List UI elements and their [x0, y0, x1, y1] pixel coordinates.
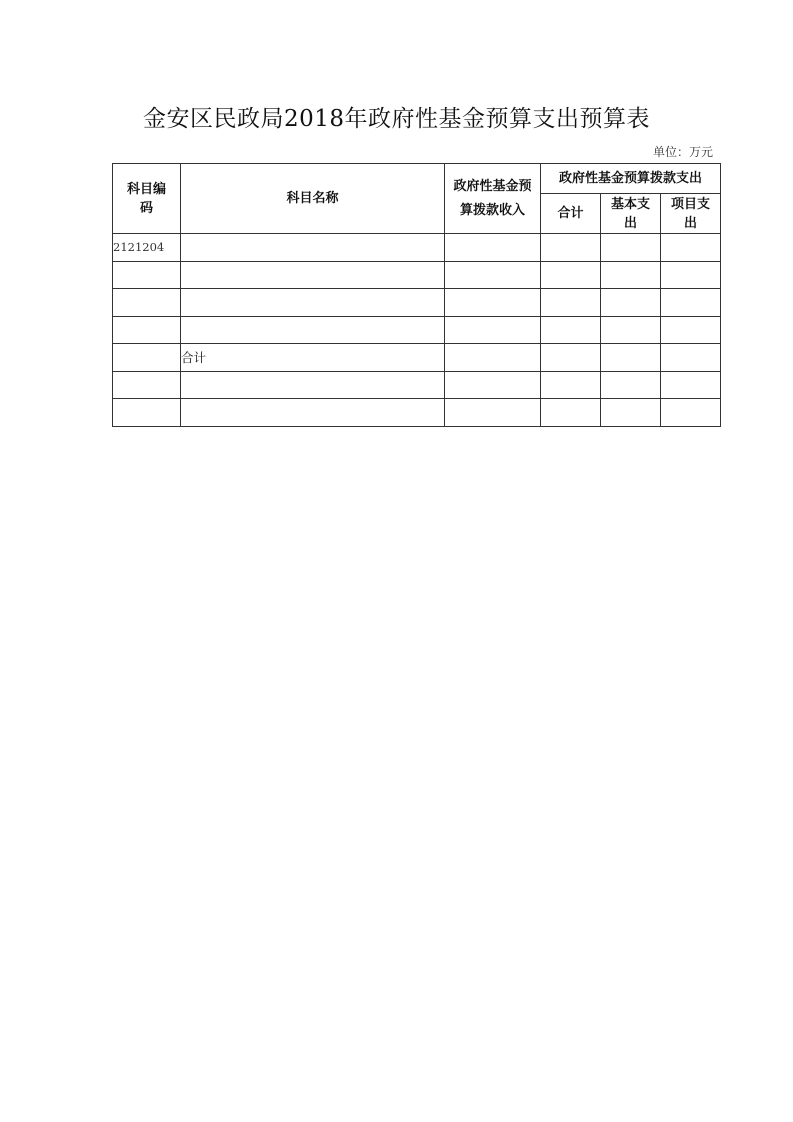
row-income: [445, 289, 541, 317]
row-project: [661, 371, 721, 399]
row-basic: [601, 289, 661, 317]
row-total: [541, 316, 601, 344]
row-code: [113, 261, 181, 289]
row-code: [113, 371, 181, 399]
row-code: [113, 289, 181, 317]
row-project: [661, 261, 721, 289]
header-total: 合计: [541, 194, 601, 234]
row-project: [661, 344, 721, 372]
row-name: [181, 316, 445, 344]
header-code: 科目编码: [113, 164, 181, 234]
row-basic: [601, 371, 661, 399]
row-income: [445, 234, 541, 262]
header-basic: 基本支出: [601, 194, 661, 234]
header-income: 政府性基金预算拨款收入: [445, 164, 541, 234]
row-name: [181, 289, 445, 317]
table-row: [113, 399, 721, 427]
row-project: [661, 399, 721, 427]
row-code: [113, 316, 181, 344]
unit-label: 单位：万元: [652, 145, 713, 159]
table-row: [113, 344, 721, 372]
row-total: [541, 289, 601, 317]
table-row: [113, 261, 721, 289]
row-project: [661, 289, 721, 317]
row-total: [541, 261, 601, 289]
page-title: 金安区民政局2018年政府性基金预算支出预算表: [142, 106, 651, 132]
row-name: [181, 234, 445, 262]
table-row: [113, 316, 721, 344]
row-name: [181, 371, 445, 399]
row-income: [445, 261, 541, 289]
table-row: [113, 371, 721, 399]
header-expense-group: 政府性基金预算拨款支出: [541, 164, 721, 194]
row-income: [445, 399, 541, 427]
row-total: [541, 371, 601, 399]
row-project: [661, 234, 721, 262]
row-total: [541, 344, 601, 372]
header-project: 项目支出: [661, 194, 721, 234]
row-name: 合计: [181, 344, 445, 372]
table-row: [113, 289, 721, 317]
table-row: [113, 234, 721, 262]
budget-table: [112, 163, 721, 427]
row-name: [181, 261, 445, 289]
row-basic: [601, 399, 661, 427]
row-total: [541, 399, 601, 427]
row-basic: [601, 344, 661, 372]
row-income: [445, 371, 541, 399]
row-basic: [601, 261, 661, 289]
row-code: [113, 399, 181, 427]
row-income: [445, 316, 541, 344]
row-basic: [601, 316, 661, 344]
row-total: [541, 234, 601, 262]
row-code: 2121204: [113, 234, 181, 262]
row-code: [113, 344, 181, 372]
row-basic: [601, 234, 661, 262]
row-income: [445, 344, 541, 372]
row-name: [181, 399, 445, 427]
header-name: 科目名称: [181, 164, 445, 234]
row-project: [661, 316, 721, 344]
header-row-top: [113, 164, 721, 194]
